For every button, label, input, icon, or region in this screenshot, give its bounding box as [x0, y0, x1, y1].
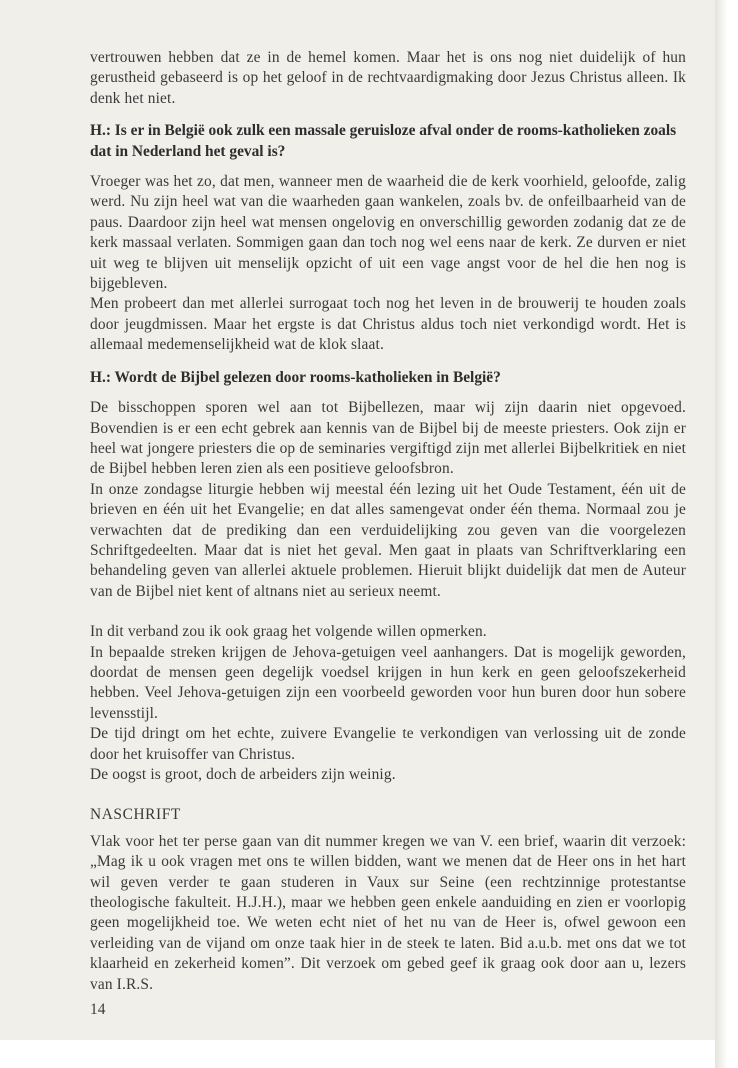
remark-paragraph-3: De oogst is groot, doch de arbeiders zijn weinig. [90, 766, 396, 783]
page-edge [715, 0, 738, 1068]
text-column [90, 48, 686, 995]
answer-1-paragraph-2: Men probeert dan met allerlei surrogaat toch nog het leven in de brouwerij te houden zoals door jeugdmissen. Maar het ergste is dat Christus aldus toch niet verkondigd wordt. Het is allemaal medemenselijkheid wat de klok slaat. [90, 295, 686, 354]
answer-2-paragraph-2: In onze zondagse liturgie hebben wij meestal één lezing uit het Oude Testament, één uit de brieven en één uit het Evangelie; en dat alles samengevat onder één thema. Normaal zou je verwachten dat de prediking dan een verduidelijking zou geven van die voorgelezen Schriftgedeelten. Maar dat is niet het geval. Men gaat in plaats van Schriftverklaring een behandeling geven van allerlei aktuele problemen. Hieruit blijkt duidelijk dat men de Auteur van de Bijbel niet kent of altnans niet au serieux neemt. [90, 480, 686, 600]
question-heading-2: H.: Wordt de Bijbel gelezen door rooms-katholieken in België? [90, 368, 501, 386]
naschrift-title: NASCHRIFT [90, 806, 181, 824]
remark-paragraph-2: De tijd dringt om het echte, zuivere Evangelie te verkondigen van verlossing uit de zonde door het kruisoffer van Christus. [90, 725, 686, 763]
remark-intro: In dit verband zou ik ook graag het volgende willen opmerken. [90, 623, 487, 641]
remark-paragraph-1: In bepaalde streken krijgen de Jehova-getuigen veel aanhangers. Dat is mogelijk geworden, doordat de mensen geen degelijk voedsel krijgen in hun kerk en geen geloofszekerheid hebben. Veel Jehova-getuigen zijn een voorbeeld geworden voor hun buren door hun sobere levensstijl. [90, 643, 686, 722]
question-heading-1: H.: Is er in België ook zulk een massale geruisloze afval onder de rooms-katholieken zoals dat in Nederland het geval is? [90, 122, 677, 160]
naschrift-body: Vlak voor het ter perse gaan van dit nummer kregen we van V. een brief, waarin dit verzoek: „Mag ik u ook vragen met ons te willen bidden, want we menen dat de Heer ons in het hart wil geven verder te gaan studeren in Vaux sur Seine (een rechtzinnige protestantse theologische fakulteit. H.J.H.), maar we hebben geen enkele aanduiding en zien er voorlopig geen mogelijkheid toe. We weten echt niet of het nu van de Heer is, ofwel gewoon een verleiding van de vijand om onze taak hier in de steek te laten. Bid a.u.b. met ons dat we tot klaarheid en zekerheid komen”. Dit verzoek om gebed geef ik graag ook door aan u, lezers van I.R.S. [90, 832, 686, 993]
answer-2-paragraph-1: De bisschoppen sporen wel aan tot Bijbellezen, maar wij zijn daarin niet opgevoed. Bovendien is er een echt gebrek aan kennis van de Bijbel bij de meeste priesters. Ook zijn er heel wat jongere priesters die op de seminaries vergiftigd zijn met allerlei Bijbelkritiek en niet de Bijbel hebben leren zien als een positieve geloofsbron. [90, 399, 686, 478]
section-gap [90, 602, 686, 622]
intro-paragraph: vertrouwen hebben dat ze in de hemel komen. Maar het is ons nog niet duidelijk of hun gerustheid gebaseerd is op het geloof in de rechtvaardigmaking door Jezus Christus alleen. Ik denk het niet. [90, 49, 686, 107]
page-number: 14 [90, 1001, 106, 1018]
section-gap [90, 785, 686, 805]
answer-1-paragraph-1: Vroeger was het zo, dat men, wanneer men de waarheid die de kerk voorhield, geloofde, zalig werd. Nu zijn heel wat van die waarheden gaan wankelen, zoals bv. de onfeilbaarheid van de paus. Daardoor zijn heel wat mensen ongelovig en onverschillig geworden zodanig dat ze de kerk massaal verlaten. Sommigen gaan dan toch nog wel eens naar de kerk. Ze durven er niet uit weg te blijven uit menselijk opzicht of uit een vage angst voor de hel die hen nog is bijgebleven. [90, 173, 686, 293]
